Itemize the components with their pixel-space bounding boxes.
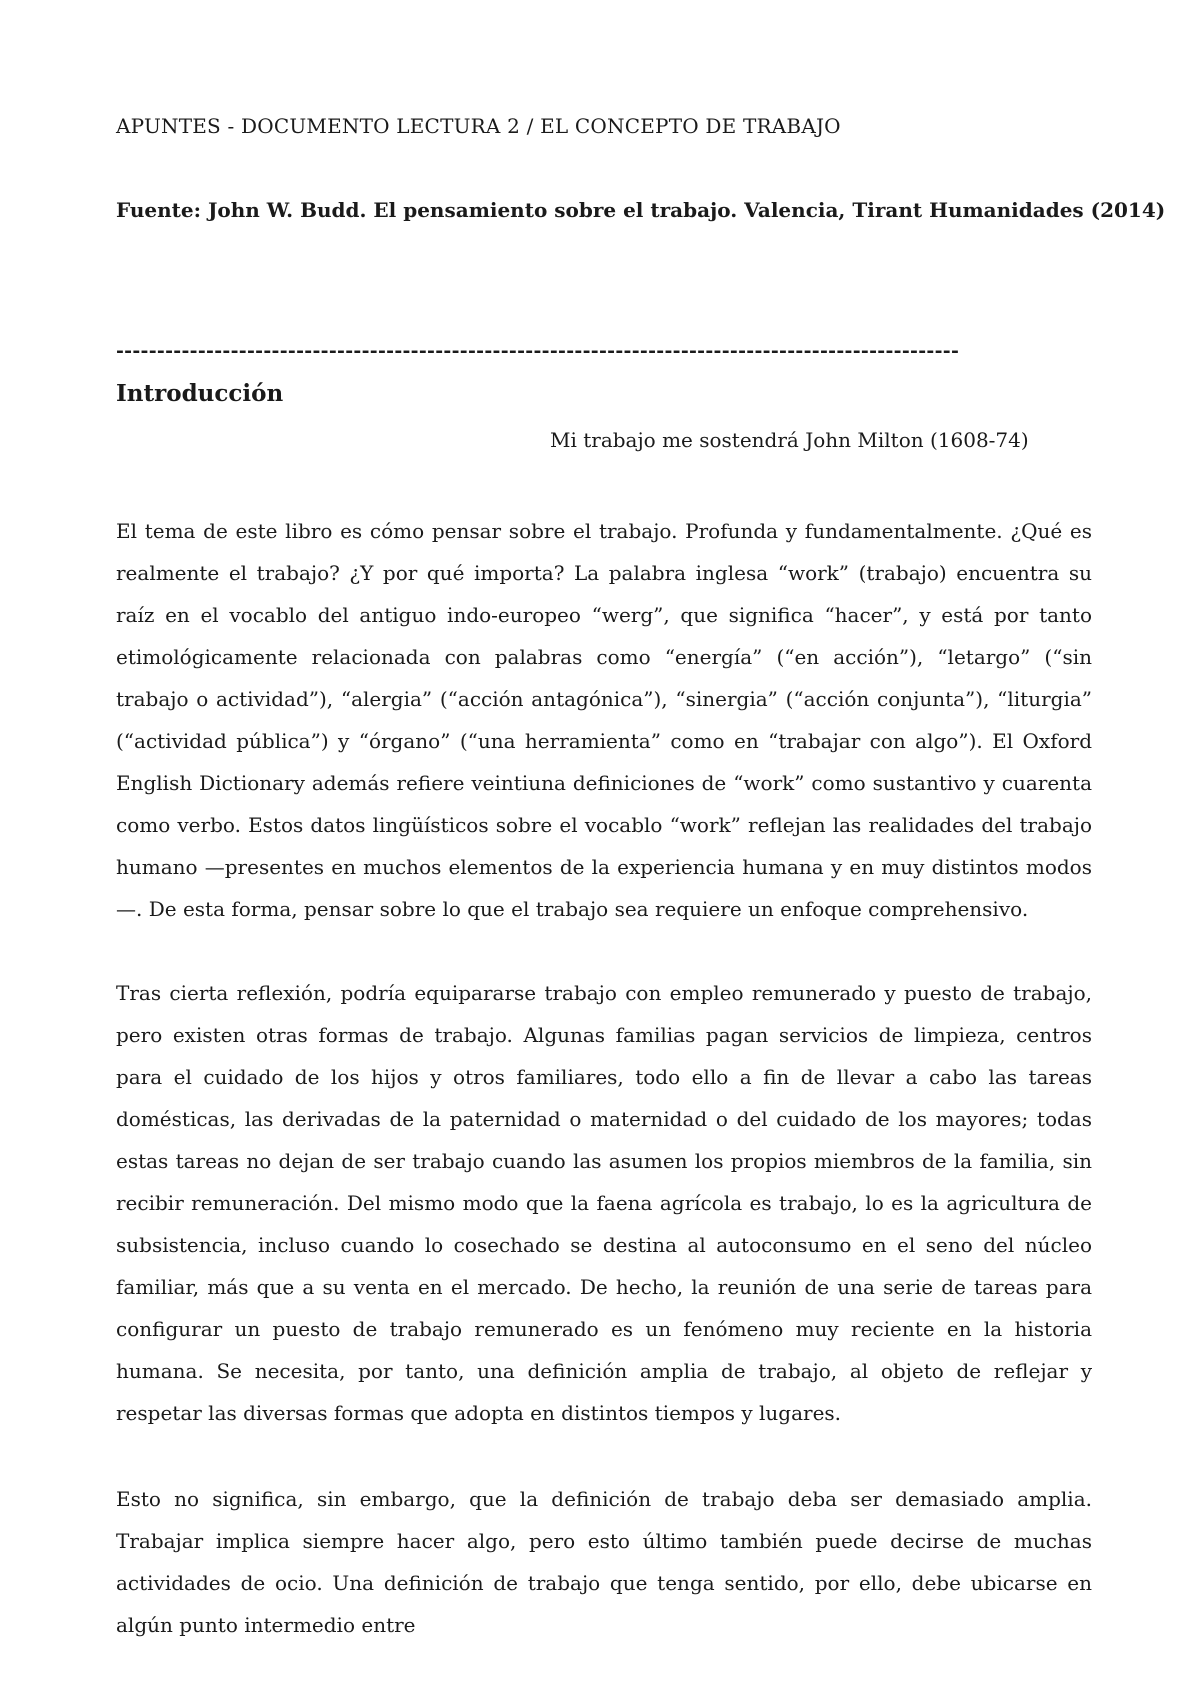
- body-paragraph: El tema de este libro es cómo pensar sobre el trabajo. Profunda y fundamentalmente. ¿Qué es realmente el trabajo? ¿Y por qué importa? La palabra inglesa “work” (trabajo) encuentra su raíz en el vocablo del antiguo indo-europeo “werg”, que significa “hacer”, y está por tanto etimológicamente relacionada con palabras como “energía” (“en acción”), “letargo” (“sin trabajo o actividad”), “alergia” (“acción antagónica”), “sinergia” (“acción conjunta”), “liturgia” (“actividad pública”) y “órgano” (“una herramienta” como en “trabajar con algo”). El Oxford English Dictionary además refiere veintiuna definiciones de “work” como sustantivo y cuarenta como verbo. Estos datos lingüísticos sobre el vocablo “work” reflejan las realidades del trabajo humano —presentes en muchos elementos de la experiencia humana y en muy distintos modos—. De esta forma, pensar sobre lo que el trabajo sea requiere un enfoque comprehensivo.: [116, 519, 1092, 921]
- body-paragraph: Tras cierta reflexión, podría equipararse trabajo con empleo remunerado y puesto de trabajo, pero existen otras formas de trabajo. Algunas familias pagan servicios de limpieza, centros para el cuidado de los hijos y otros familiares, todo ello a fin de llevar a cabo las tareas domésticas, las derivadas de la paternidad o maternidad o del cuidado de los mayores; todas estas tareas no dejan de ser trabajo cuando las asumen los propios miembros de la familia, sin recibir remuneración. Del mismo modo que la faena agrícola es trabajo, lo es la agricultura de subsistencia, incluso cuando lo cosechado se destina al autoconsumo en el seno del núcleo familiar, más que a su venta en el mercado. De hecho, la reunión de una serie de tareas para configurar un puesto de trabajo remunerado es un fenómeno muy reciente en la historia humana. Se necesita, por tanto, una definición amplia de trabajo, al objeto de reflejar y respetar las diversas formas que adopta en distintos tiempos y lugares.: [116, 981, 1092, 1425]
- source-citation: Fuente: John W. Budd. El pensamiento sobre el trabajo. Valencia, Tirant Humanidades (2014): [116, 198, 1166, 222]
- document-header: APUNTES - DOCUMENTO LECTURA 2 / EL CONCEPTO DE TRABAJO: [116, 114, 841, 138]
- separator-line: -------------------------------------------------------------------------------------------------------: [116, 340, 960, 362]
- section-title: Introducción: [116, 380, 284, 407]
- body-paragraph: Esto no significa, sin embargo, que la definición de trabajo deba ser demasiado amplia. Trabajar implica siempre hacer algo, pero esto último también puede decirse de muchas actividades de ocio. Una definición de trabajo que tenga sentido, por ello, debe ubicarse en algún punto intermedio entre: [116, 1487, 1092, 1637]
- epigraph-quote: Mi trabajo me sostendrá John Milton (1608-74): [550, 428, 1029, 452]
